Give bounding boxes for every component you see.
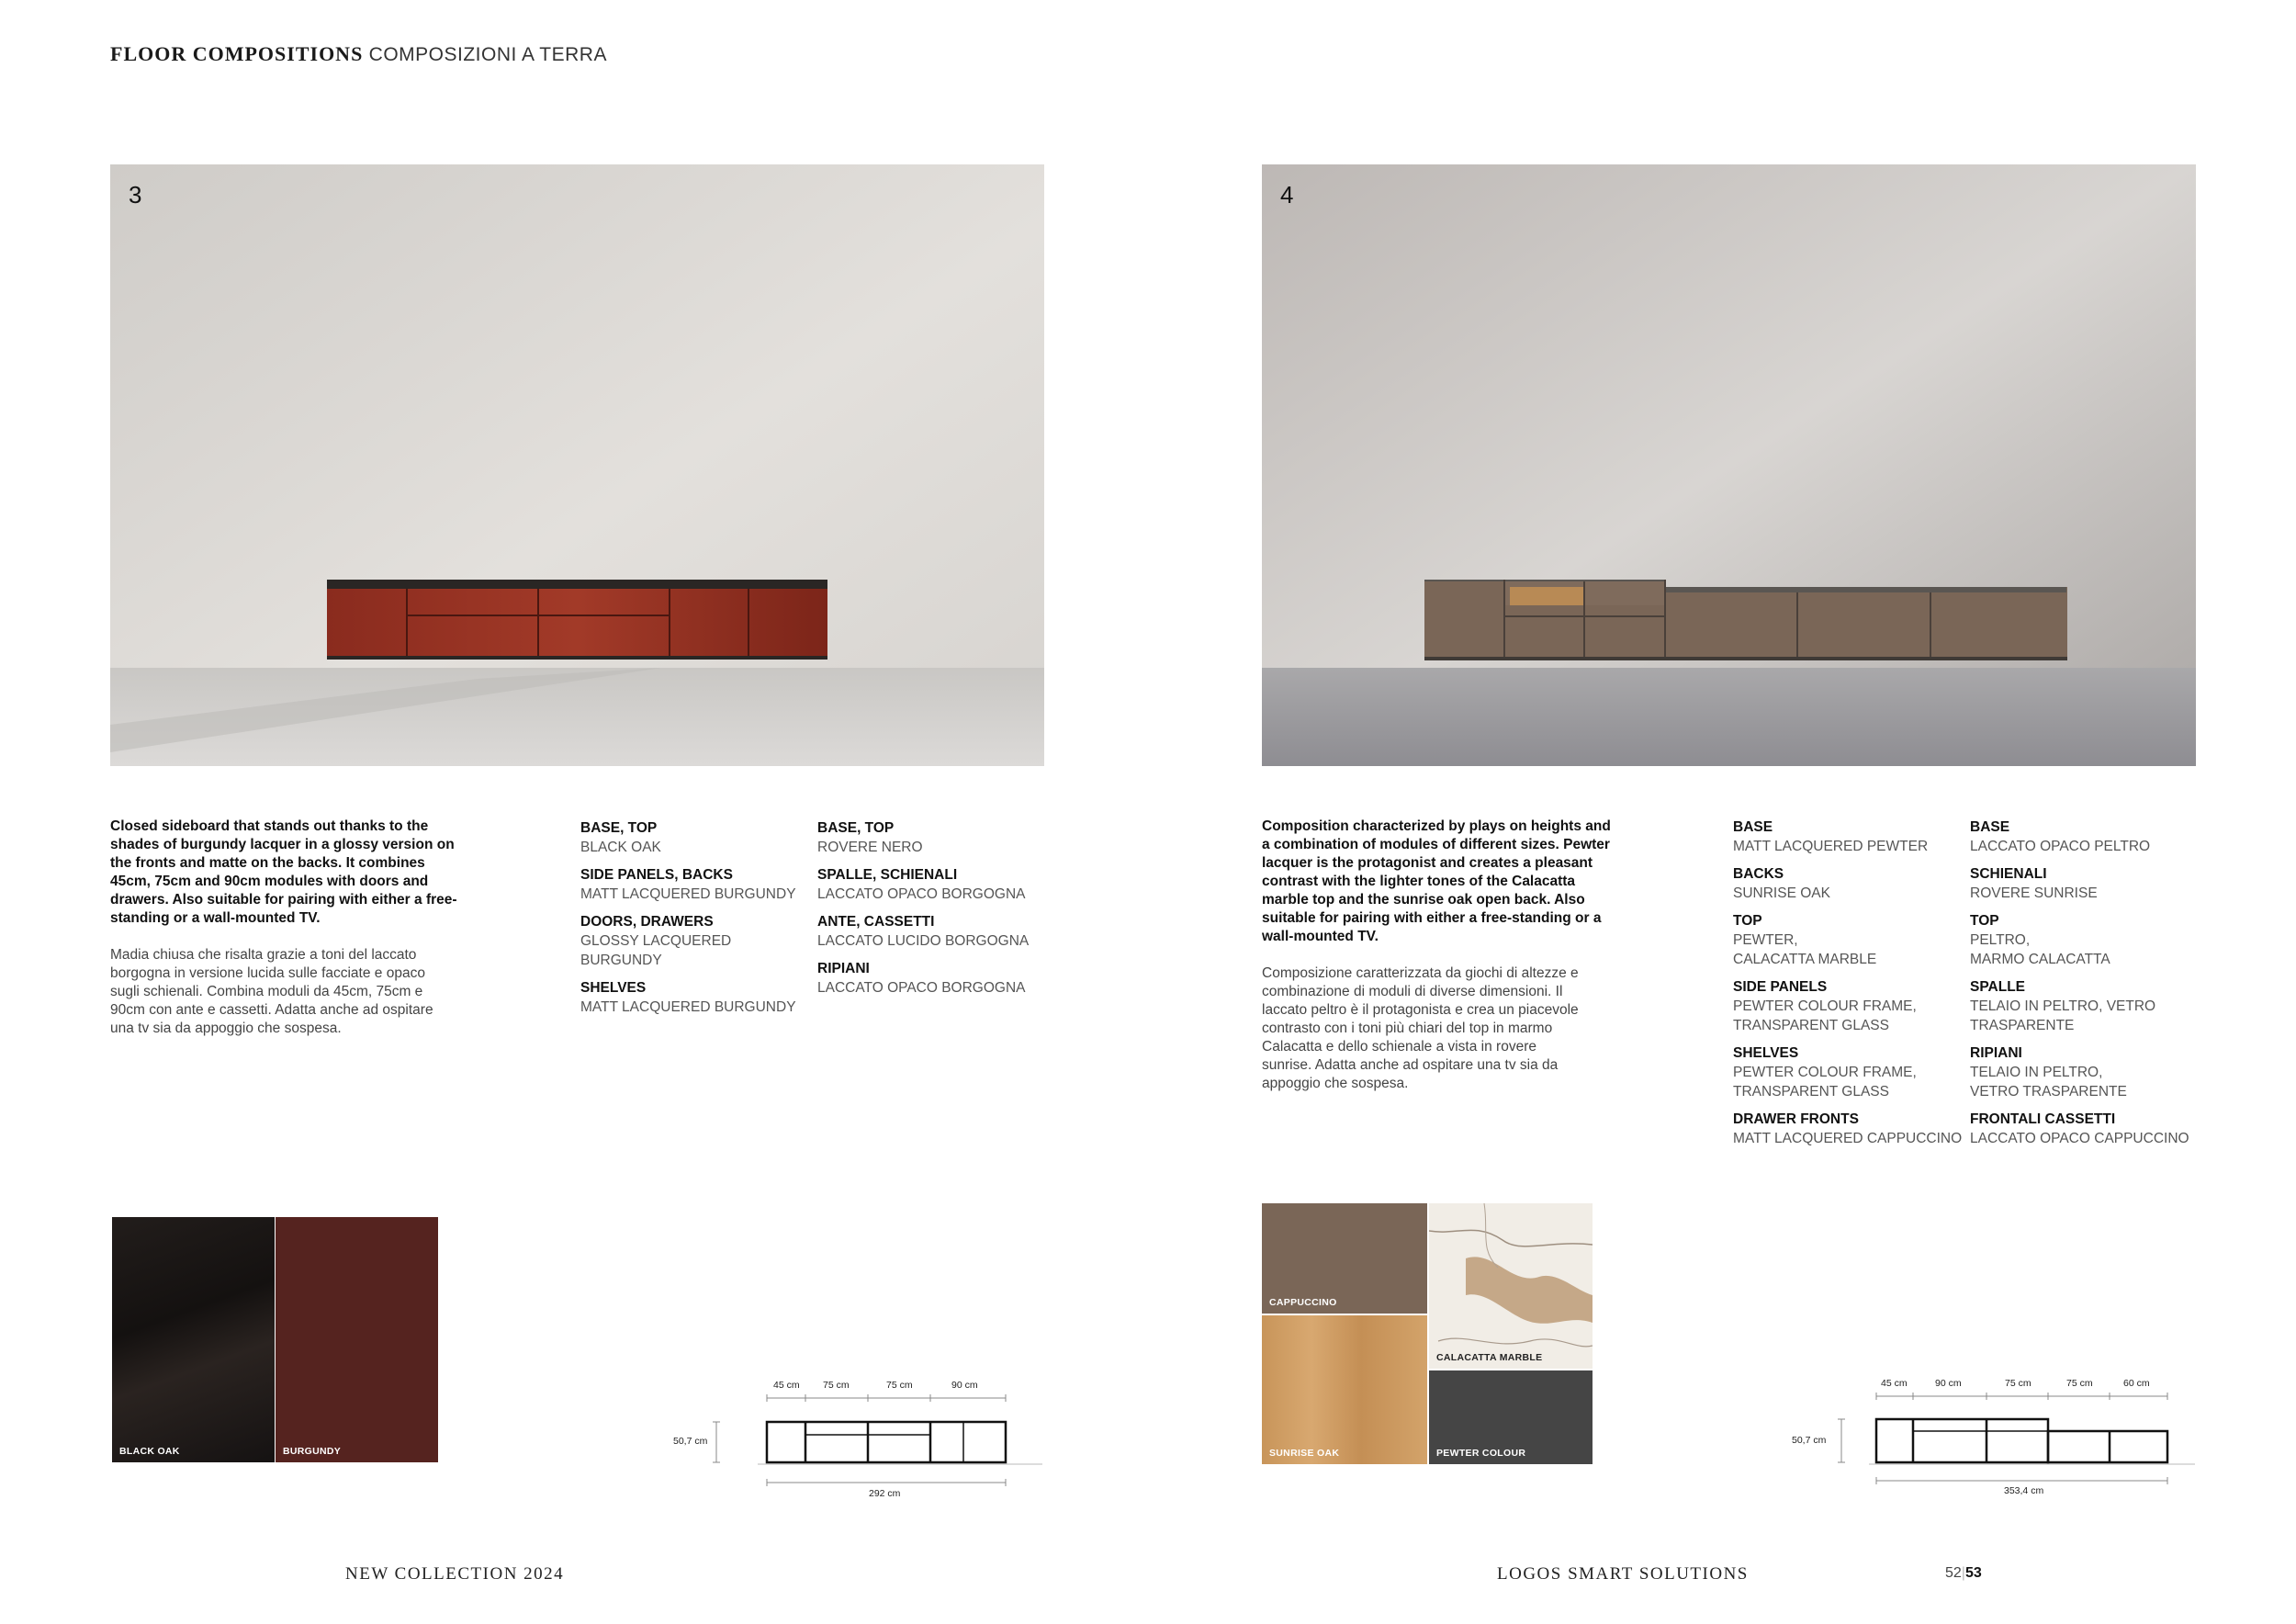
module-width-label: 75 cm xyxy=(886,1380,913,1391)
spec-label: TOP xyxy=(1733,913,1762,929)
spec-label: DRAWER FRONTS xyxy=(1733,1111,1859,1127)
module-width-label: 90 cm xyxy=(951,1380,978,1391)
spec-item xyxy=(1733,818,1963,856)
height-label: 50,7 cm xyxy=(1792,1435,1827,1446)
module-width-label: 75 cm xyxy=(823,1380,850,1391)
composition-number: 3 xyxy=(129,181,142,209)
page-number-right: 53 xyxy=(1964,1565,1982,1581)
composition-4-specs-en xyxy=(1733,818,1963,1156)
composition-number: 4 xyxy=(1280,181,1294,209)
spec-label: SCHIENALI xyxy=(1970,866,2047,882)
spec-item xyxy=(580,978,810,1017)
spec-label: SIDE PANELS, BACKS xyxy=(580,867,733,883)
composition-4-description-en: Composition characterized by plays on heights and a combination of modules of different sizes. Pewter lacquer is the protagonist and creates a pleasant contrast with the lighter tones of the Calacatta marble top and the sunrise oak open back. Also suitable for pairing with either a free-standing or a wall-mounted TV. xyxy=(1262,818,1611,944)
spec-item xyxy=(1733,977,1963,1035)
spec-item xyxy=(580,865,810,904)
page-header xyxy=(110,42,607,66)
total-width-label: 353,4 cm xyxy=(2004,1485,2044,1496)
spec-item xyxy=(817,959,1047,998)
spec-item xyxy=(817,818,1047,857)
spec-value: GLOSSY LACQUERED BURGUNDY xyxy=(580,933,732,968)
spec-item xyxy=(1733,911,1963,969)
composition-3-description-en: Closed sideboard that stands out thanks to the shades of burgundy lacquer in a glossy version on the fronts and matte on the backs. It combines 45cm, 75cm and 90cm modules with doors and drawers. Also suitable for pairing with either a free-standing or a wall-mounted TV. xyxy=(110,818,457,926)
spec-value: LACCATO OPACO BORGOGNA xyxy=(817,886,1026,902)
swatch-label: PEWTER COLOUR xyxy=(1436,1448,1526,1459)
spec-value: PEWTER COLOUR FRAME, TRANSPARENT GLASS xyxy=(1733,998,1917,1033)
composition-3-specs-it xyxy=(817,818,1047,1006)
composition-4-photo xyxy=(1262,164,2196,766)
spec-label: RIPIANI xyxy=(817,961,870,976)
composition-4-specs-it xyxy=(1970,818,2200,1156)
spec-item xyxy=(1733,1110,1963,1148)
composition-3-description-it: Madia chiusa che risalta grazie a toni del laccato borgogna in versione lucida sulle facciate e opaco sugli schienali. Combina moduli da 45cm, 75cm e 90cm con ante e cassetti. Adatta anche ad ospitare una tv sia da appoggio che sospesa. xyxy=(110,947,433,1036)
spec-value: LACCATO LUCIDO BORGOGNA xyxy=(817,933,1030,949)
section-subtitle: COMPOSIZIONI A TERRA xyxy=(368,44,607,65)
module-width-label: 75 cm xyxy=(2005,1378,2032,1389)
spec-value: PELTRO, MARMO CALACATTA xyxy=(1970,932,2110,967)
spec-item xyxy=(1970,1110,2200,1148)
spec-label: FRONTALI CASSETTI xyxy=(1970,1111,2116,1127)
footer-collection: NEW COLLECTION 2024 xyxy=(345,1564,565,1584)
spec-value: LACCATO OPACO PELTRO xyxy=(1970,839,2151,854)
spec-label: TOP xyxy=(1970,913,1999,929)
swatch-sunrise-oak xyxy=(1262,1315,1427,1464)
spec-value: MATT LACQUERED CAPPUCCINO xyxy=(1733,1131,1963,1146)
height-label: 50,7 cm xyxy=(673,1436,708,1447)
spec-label: SPALLE, SCHIENALI xyxy=(817,867,958,883)
spec-item xyxy=(1970,1043,2200,1101)
spec-value: MATT LACQUERED PEWTER xyxy=(1733,839,1929,854)
composition-4-description-it: Composizione caratterizzata da giochi di altezze e combinazione di moduli di diverse dimensioni. Il laccato peltro è il protagonista e crea un piacevole contrasto con i toni più chiari del top in marmo Calacatta e dello schienale a vista in rovere sunrise. Adatta anche ad ospitare una tv sia da appoggio che sospesa. xyxy=(1262,965,1579,1091)
composition-3-photo xyxy=(110,164,1044,766)
spec-item xyxy=(817,912,1047,951)
spec-value: MATT LACQUERED BURGUNDY xyxy=(580,886,796,902)
swatch-pewter-colour xyxy=(1429,1370,1593,1464)
spec-value: LACCATO OPACO CAPPUCCINO xyxy=(1970,1131,2189,1146)
spec-label: SPALLE xyxy=(1970,979,2025,995)
total-width-label: 292 cm xyxy=(869,1488,901,1499)
spec-item xyxy=(1970,911,2200,969)
spec-item xyxy=(1970,864,2200,903)
spec-label: RIPIANI xyxy=(1970,1045,2022,1061)
swatch-label: CALACATTA MARBLE xyxy=(1436,1352,1543,1363)
footer-brand: LOGOS SMART SOLUTIONS xyxy=(1497,1564,1749,1584)
module-width-label: 45 cm xyxy=(773,1380,800,1391)
spec-item xyxy=(580,818,810,857)
spec-label: ANTE, CASSETTI xyxy=(817,914,935,930)
spec-item xyxy=(1733,1043,1963,1101)
module-width-label: 60 cm xyxy=(2123,1378,2150,1389)
swatch-calacatta-marble xyxy=(1429,1203,1593,1369)
module-width-label: 45 cm xyxy=(1881,1378,1908,1389)
composition-3-specs-en xyxy=(580,818,810,1025)
composition-3-technical-drawing xyxy=(666,1369,1052,1506)
spec-label: BACKS xyxy=(1733,866,1784,882)
spec-value: LACCATO OPACO BORGOGNA xyxy=(817,980,1026,996)
spec-label: BASE, TOP xyxy=(580,820,658,836)
swatch-cappuccino xyxy=(1262,1203,1427,1314)
module-width-label: 75 cm xyxy=(2066,1378,2093,1389)
composition-4-technical-drawing xyxy=(1786,1369,2204,1506)
page-number-left: 52 xyxy=(1945,1565,1962,1581)
spec-label: DOORS, DRAWERS xyxy=(580,914,714,930)
swatch-burgundy xyxy=(276,1217,438,1462)
page-number-divider: | xyxy=(1961,1565,1965,1581)
spec-label: SHELVES xyxy=(580,980,647,996)
spec-value: PEWTER, CALACATTA MARBLE xyxy=(1733,932,1877,967)
spec-item xyxy=(1970,818,2200,856)
spec-label: BASE xyxy=(1970,819,2010,835)
module-width-label: 90 cm xyxy=(1935,1378,1962,1389)
spec-item xyxy=(1970,977,2200,1035)
spec-value: MATT LACQUERED BURGUNDY xyxy=(580,999,796,1015)
spec-value: TELAIO IN PELTRO, VETRO TRASPARENTE xyxy=(1970,1065,2127,1100)
spec-value: BLACK OAK xyxy=(580,840,661,855)
section-title: FLOOR COMPOSITIONS xyxy=(110,42,364,65)
spec-value: TELAIO IN PELTRO, VETRO TRASPARENTE xyxy=(1970,998,2156,1033)
spec-value: PEWTER COLOUR FRAME, TRANSPARENT GLASS xyxy=(1733,1065,1917,1100)
spec-value: SUNRISE OAK xyxy=(1733,885,1830,901)
spec-value: ROVERE NERO xyxy=(817,840,923,855)
spec-item xyxy=(817,865,1047,904)
spec-value: ROVERE SUNRISE xyxy=(1970,885,2098,901)
page-numbers xyxy=(1945,1565,1982,1582)
spec-label: SIDE PANELS xyxy=(1733,979,1828,995)
spec-label: BASE, TOP xyxy=(817,820,895,836)
swatch-label: BURGUNDY xyxy=(283,1446,342,1457)
swatch-black-oak xyxy=(112,1217,275,1462)
spec-item xyxy=(1733,864,1963,903)
spec-label: SHELVES xyxy=(1733,1045,1799,1061)
swatch-label: BLACK OAK xyxy=(119,1446,180,1457)
spec-item xyxy=(580,912,810,970)
swatch-label: SUNRISE OAK xyxy=(1269,1448,1340,1459)
spec-label: BASE xyxy=(1733,819,1773,835)
swatch-label: CAPPUCCINO xyxy=(1269,1297,1337,1308)
